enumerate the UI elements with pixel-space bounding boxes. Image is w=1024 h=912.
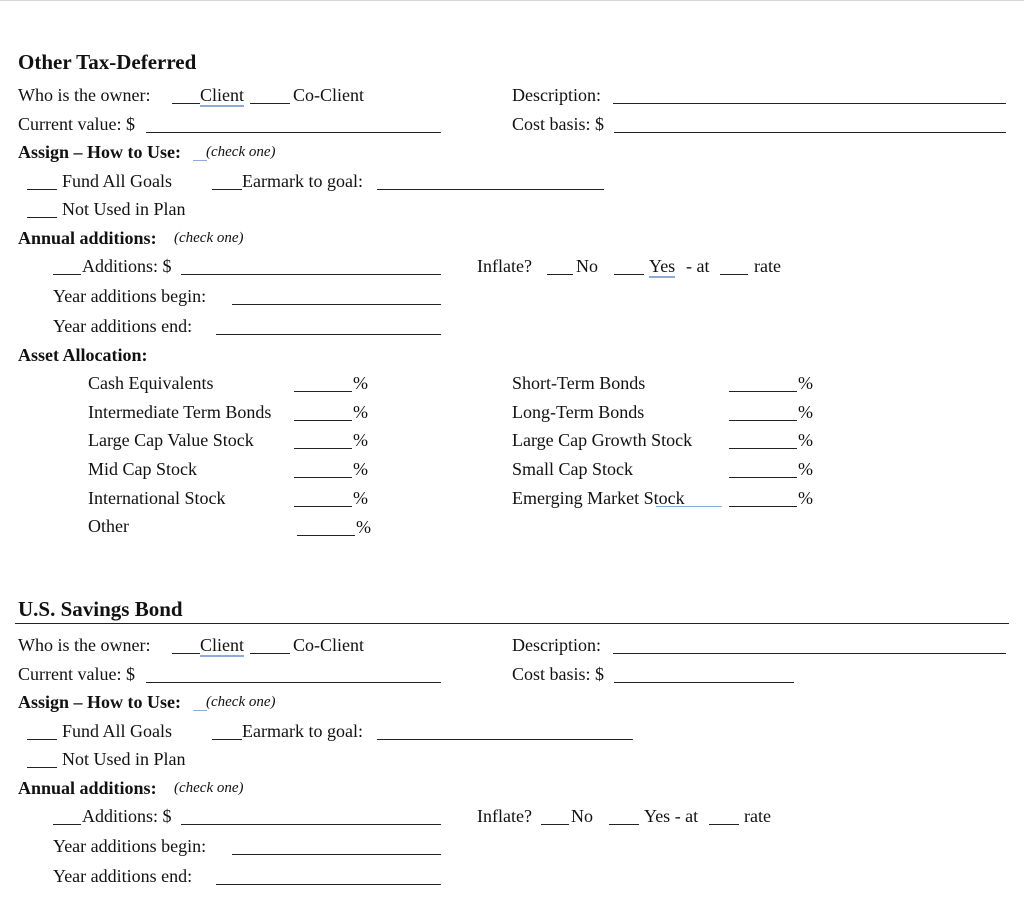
section-title: U.S. Savings Bond: [18, 597, 183, 621]
spellcheck-underline: [656, 506, 722, 507]
current-value-field[interactable]: [146, 682, 441, 683]
assign-hint: (check one): [206, 144, 276, 160]
inflate-no-label: No: [571, 806, 593, 826]
allocation-left-field[interactable]: [294, 477, 352, 478]
allocation-left-field[interactable]: [294, 420, 352, 421]
percent-sign: %: [353, 488, 368, 508]
year-end-field[interactable]: [216, 884, 441, 885]
owner-label: Who is the owner:: [18, 85, 151, 105]
cost-basis-label: Cost basis: $: [512, 664, 605, 684]
owner-client-blank[interactable]: [172, 653, 200, 654]
percent-sign: %: [798, 430, 813, 450]
allocation-left-field[interactable]: [294, 506, 352, 507]
allocation-left-item: Other: [88, 516, 129, 536]
earmark-label: Earmark to goal:: [242, 171, 363, 191]
allocation-left-field[interactable]: [297, 535, 355, 536]
inflate-rate-label: rate: [754, 256, 781, 276]
inflate-label: Inflate?: [477, 256, 532, 276]
not-used-label: Not Used in Plan: [62, 749, 186, 769]
year-begin-field[interactable]: [232, 854, 441, 855]
earmark-checkbox[interactable]: [212, 189, 242, 190]
percent-sign: %: [798, 402, 813, 422]
inflate-yes-checkbox[interactable]: [614, 274, 644, 275]
percent-sign: %: [798, 459, 813, 479]
additions-amount-field[interactable]: [181, 274, 441, 275]
allocation-right-item: Emerging Market Stock: [512, 488, 685, 508]
percent-sign: %: [353, 373, 368, 393]
inflate-yes-label: Yes: [649, 256, 676, 276]
year-end-label: Year additions end:: [53, 316, 193, 336]
not-used-label: Not Used in Plan: [62, 199, 186, 219]
allocation-right-field[interactable]: [729, 448, 797, 449]
earmark-goal-field[interactable]: [377, 189, 604, 190]
fund-all-checkbox[interactable]: [27, 189, 57, 190]
owner-label: Who is the owner:: [18, 635, 151, 655]
allocation-left-field[interactable]: [294, 391, 352, 392]
allocation-left-item: Intermediate Term Bonds: [88, 402, 272, 422]
not-used-checkbox[interactable]: [27, 217, 57, 218]
owner-client-option[interactable]: Client: [200, 85, 244, 105]
current-value-label: Current value: $: [18, 664, 135, 684]
page-top-border: [0, 0, 1024, 1]
cost-basis-field[interactable]: [614, 132, 1006, 133]
percent-sign: %: [356, 517, 371, 537]
year-end-field[interactable]: [216, 334, 441, 335]
owner-client-blank-2[interactable]: [250, 653, 290, 654]
fund-all-goals-label: Fund All Goals: [62, 171, 173, 191]
inflate-yes-checkbox[interactable]: [609, 824, 639, 825]
allocation-right-item: Short-Term Bonds: [512, 373, 646, 393]
assign-label: Assign – How to Use:: [18, 142, 182, 162]
allocation-left-item: International Stock: [88, 488, 226, 508]
allocation-right-item: Small Cap Stock: [512, 459, 633, 479]
inflate-no-label: No: [576, 256, 598, 276]
cost-basis-label: Cost basis: $: [512, 114, 605, 134]
annual-additions-label: Annual additions:: [18, 228, 157, 248]
inflate-rate-field[interactable]: [720, 274, 748, 275]
description-label: Description:: [512, 635, 601, 655]
owner-coclient-option[interactable]: Co-Client: [293, 635, 364, 655]
percent-sign: %: [798, 373, 813, 393]
current-value-field[interactable]: [146, 132, 441, 133]
allocation-left-field[interactable]: [294, 448, 352, 449]
year-end-label: Year additions end:: [53, 866, 193, 886]
additions-label: Additions: $: [82, 806, 172, 826]
year-begin-label: Year additions begin:: [53, 836, 207, 856]
allocation-left-item: Mid Cap Stock: [88, 459, 198, 479]
fund-all-checkbox[interactable]: [27, 739, 57, 740]
allocation-left-item: Cash Equivalents: [88, 373, 214, 393]
allocation-right-item: Long-Term Bonds: [512, 402, 645, 422]
additions-checkbox[interactable]: [53, 824, 81, 825]
allocation-right-field[interactable]: [729, 391, 797, 392]
description-label: Description:: [512, 85, 601, 105]
assign-underline: [193, 710, 207, 711]
assign-underline: [193, 160, 207, 161]
inflate-label: Inflate?: [477, 806, 532, 826]
earmark-label: Earmark to goal:: [242, 721, 363, 741]
owner-client-blank[interactable]: [172, 103, 200, 104]
allocation-right-item: Large Cap Growth Stock: [512, 430, 693, 450]
earmark-goal-field[interactable]: [377, 739, 633, 740]
year-begin-label: Year additions begin:: [53, 286, 207, 306]
owner-client-blank-2[interactable]: [250, 103, 290, 104]
inflate-rate-field[interactable]: [709, 824, 739, 825]
asset-allocation-label: Asset Allocation:: [18, 345, 148, 365]
annual-additions-label: Annual additions:: [18, 778, 157, 798]
owner-client-option[interactable]: Client: [200, 635, 244, 655]
allocation-right-field[interactable]: [729, 420, 797, 421]
description-field[interactable]: [613, 653, 1006, 654]
allocation-right-field[interactable]: [729, 506, 797, 507]
annual-additions-hint: (check one): [174, 780, 244, 796]
section-title: Other Tax-Deferred: [18, 50, 197, 74]
owner-coclient-option[interactable]: Co-Client: [293, 85, 364, 105]
assign-label: Assign – How to Use:: [18, 692, 182, 712]
percent-sign: %: [798, 488, 813, 508]
additions-amount-field[interactable]: [181, 824, 441, 825]
inflate-no-checkbox[interactable]: [541, 824, 569, 825]
fund-all-goals-label: Fund All Goals: [62, 721, 173, 741]
percent-sign: %: [353, 430, 368, 450]
allocation-right-field[interactable]: [729, 477, 797, 478]
percent-sign: %: [353, 459, 368, 479]
current-value-label: Current value: $: [18, 114, 135, 134]
inflate-no-checkbox[interactable]: [547, 274, 573, 275]
additions-checkbox[interactable]: [53, 274, 81, 275]
not-used-checkbox[interactable]: [27, 767, 57, 768]
year-begin-field[interactable]: [232, 304, 441, 305]
description-field[interactable]: [613, 103, 1006, 104]
section-divider: [15, 623, 1009, 624]
inflate-rate-label: rate: [744, 806, 771, 826]
additions-label: Additions: $: [82, 256, 172, 276]
allocation-left-item: Large Cap Value Stock: [88, 430, 254, 450]
assign-hint: (check one): [206, 694, 276, 710]
cost-basis-field[interactable]: [614, 682, 794, 683]
annual-additions-hint: (check one): [174, 230, 244, 246]
percent-sign: %: [353, 402, 368, 422]
inflate-at-label: - at: [686, 256, 710, 276]
earmark-checkbox[interactable]: [212, 739, 242, 740]
inflate-yes-label: Yes - at: [644, 806, 699, 826]
